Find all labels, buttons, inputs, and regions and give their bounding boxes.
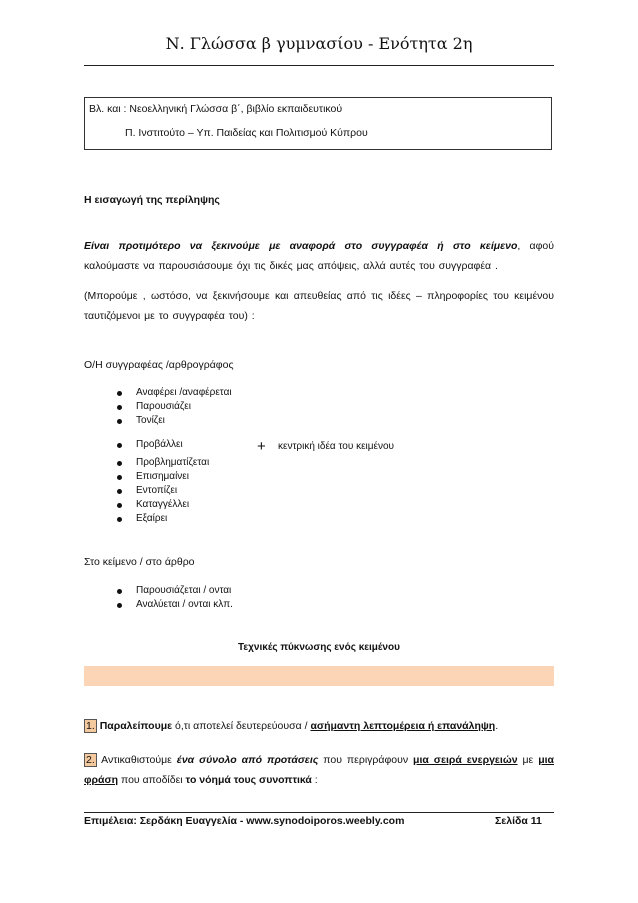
list-item: Παρουσιάζει bbox=[117, 400, 232, 414]
bullet-icon bbox=[117, 405, 122, 410]
technique-step-2: 2. Αντικαθιστούμε ένα σύνολο από προτάσεις που περιγράφουν μια σειρά ενεργειών με μια φράση που αποδίδει το νόημά τους συνοπτικά : bbox=[84, 754, 554, 786]
bullet-icon bbox=[117, 461, 122, 466]
verb-list-mid bbox=[117, 438, 183, 452]
list-item: Τονίζει bbox=[117, 414, 232, 428]
footer-divider bbox=[84, 812, 554, 813]
reference-line-2: Π. Ινστιτούτο – Υπ. Παιδείας και Πολιτισμού Κύπρου bbox=[125, 127, 368, 139]
text-label: Στο κείμενο / στο άρθρο bbox=[84, 556, 195, 568]
list-item: Εξαίρει bbox=[117, 512, 209, 526]
section-heading: Η εισαγωγή της περίληψης bbox=[84, 194, 220, 206]
bullet-icon bbox=[117, 391, 122, 396]
verb-list-bottom bbox=[117, 456, 209, 526]
bullet-icon bbox=[117, 489, 122, 494]
page-number: Σελίδα 11 bbox=[495, 815, 542, 827]
technique-step-1: 1. Παραλείπουμε ό,τι αποτελεί δευτερεύουσα / ασήμαντη λεπτομέρεια ή επανάληψη. bbox=[86, 720, 499, 732]
central-idea-label: κεντρική ιδέα του κειμένου bbox=[278, 441, 395, 452]
footer-credit: Επιμέλεια: Σερδάκη Ευαγγελία - www.synodoiporos.weebly.com bbox=[84, 815, 405, 827]
bullet-icon bbox=[117, 517, 122, 522]
list-item: Καταγγέλλει bbox=[117, 498, 209, 512]
list-item: Προβάλλει bbox=[117, 438, 183, 452]
bullet-icon bbox=[117, 503, 122, 508]
intro-paragraph bbox=[84, 236, 554, 276]
bullet-icon bbox=[117, 443, 122, 448]
list-item: Προβληματίζεται bbox=[117, 456, 209, 470]
alternative-paragraph: (Μπορούμε , ωστόσο, να ξεκινήσουμε και απευθείας από τις ιδέες – πληροφορίες του κειμένου ταυτιζόμενοι με το συγγραφέα του) : bbox=[84, 290, 554, 322]
bullet-icon bbox=[117, 419, 122, 424]
reference-line-1: Βλ. και : Νεοελληνική Γλώσσα β΄, βιβλίο εκπαιδευτικού bbox=[89, 103, 343, 115]
list-item: Εντοπίζει bbox=[117, 484, 209, 498]
page-header-title: Ν. Γλώσσα β γυμνασίου - Ενότητα 2η bbox=[165, 34, 473, 53]
bullet-icon bbox=[117, 603, 122, 608]
header-divider bbox=[84, 65, 554, 66]
list-item: Επισημαίνει bbox=[117, 470, 209, 484]
techniques-heading: Τεχνικές πύκνωσης ενός κειμένου bbox=[238, 642, 400, 653]
list-item: Αναλύεται / ονται κλπ. bbox=[117, 598, 233, 612]
intro-emphasis: Είναι προτιμότερο να ξεκινούμε με αναφορά στο συγγραφέα ή στο κείμενο bbox=[84, 240, 518, 252]
plus-sign: + bbox=[257, 438, 266, 455]
bullet-icon bbox=[117, 589, 122, 594]
verb-list-top bbox=[117, 386, 232, 428]
step-number: 1. bbox=[86, 720, 95, 732]
bullet-icon bbox=[117, 475, 122, 480]
shaded-bar bbox=[84, 666, 554, 686]
list-item: Παρουσιάζεται / ονται bbox=[117, 584, 233, 598]
author-label: Ο/Η συγγραφέας /αρθρογράφος bbox=[84, 359, 234, 371]
intro-rest: , αφού καλούμαστε να παρουσιάσουμε όχι τις δικές μας απόψεις, αλλά αυτές του συγγραφέα . bbox=[84, 240, 554, 272]
text-verb-list bbox=[117, 584, 233, 612]
step-number: 2. bbox=[86, 754, 95, 766]
list-item: Αναφέρει /αναφέρεται bbox=[117, 386, 232, 400]
